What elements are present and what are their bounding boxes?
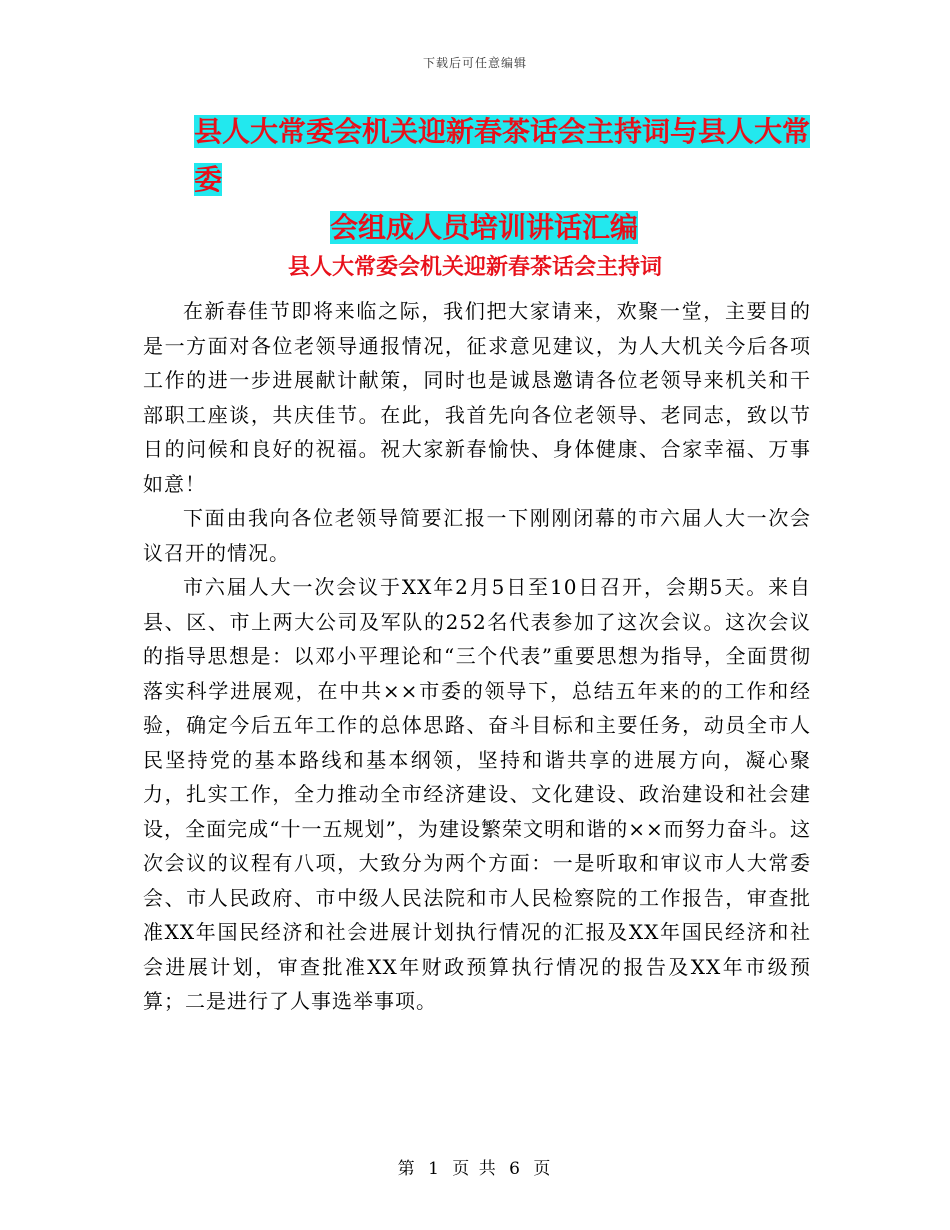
footer-suffix: 页 — [533, 1159, 553, 1179]
paragraph: 市六届人大一次会议于XX年2月5日至10日召开，会期5天。来自县、区、市上两大公司及军队的252名代表参加了这次会议。这次会议的指导思想是：以邓小平理论和“三个代表”重要思想为指导，全面贯彻落实科学进展观，在中共××市委的领导下，总结五年来的的工作和经验，确定今后五年工作的总体思路、奋斗目标和主要任务，动员全市人民坚持党的基本路线和基本纲领，坚持和谐共享的进展方向，凝心聚力，扎实工作，全力推动全市经济建设、文化建设、政治建设和社会建设，全面完成“十一五规划”，为建设繁荣文明和谐的××而努力奋斗。这次会议的议程有八项，大致分为两个方面：一是听取和审议市人大常委会、市人民政府、市中级人民法院和市人民检察院的工作报告，审查批准XX年国民经济和社会进展计划执行情况的汇报及XX年国民经济和社会进展计划，审查批准XX年财政预算执行情况的报告及XX年市级预算；二是进行了人事选举事项。 — [143, 575, 811, 1013]
document-title-line-2: 会组成人员培训讲话汇编 — [330, 211, 639, 244]
paragraph: 在新春佳节即将来临之际，我们把大家请来，欢聚一堂，主要目的是一方面对各位老领导通报情况，征求意见建议，为人大机关今后各项工作的进一步进展献计献策，同时也是诚恳邀请各位老领导来机关和干部职工座谈，共庆佳节。在此，我首先向各位老领导、老同志，致以节日的问候和良好的祝福。祝大家新春愉快、身体健康、合家幸福、万事如意！ — [143, 299, 811, 496]
page-footer — [0, 1154, 950, 1179]
paragraph: 下面由我向各位老领导简要汇报一下刚刚闭幕的市六届人大一次会议召开的情况。 — [143, 506, 811, 565]
total-page-count: 6 — [509, 1159, 522, 1179]
document-title-line-1: 县人大常委会机关迎新春茶话会主持词与县人大常委 — [194, 115, 811, 196]
current-page-number: 1 — [428, 1159, 441, 1179]
document-title — [140, 108, 810, 252]
section-title: 县人大常委会机关迎新春茶话会主持词 — [287, 255, 662, 280]
header-note: 下载后可任意编辑 — [422, 56, 527, 70]
footer-middle: 页 共 — [452, 1159, 498, 1179]
footer-prefix: 第 — [397, 1159, 417, 1179]
body-text — [143, 294, 811, 1019]
